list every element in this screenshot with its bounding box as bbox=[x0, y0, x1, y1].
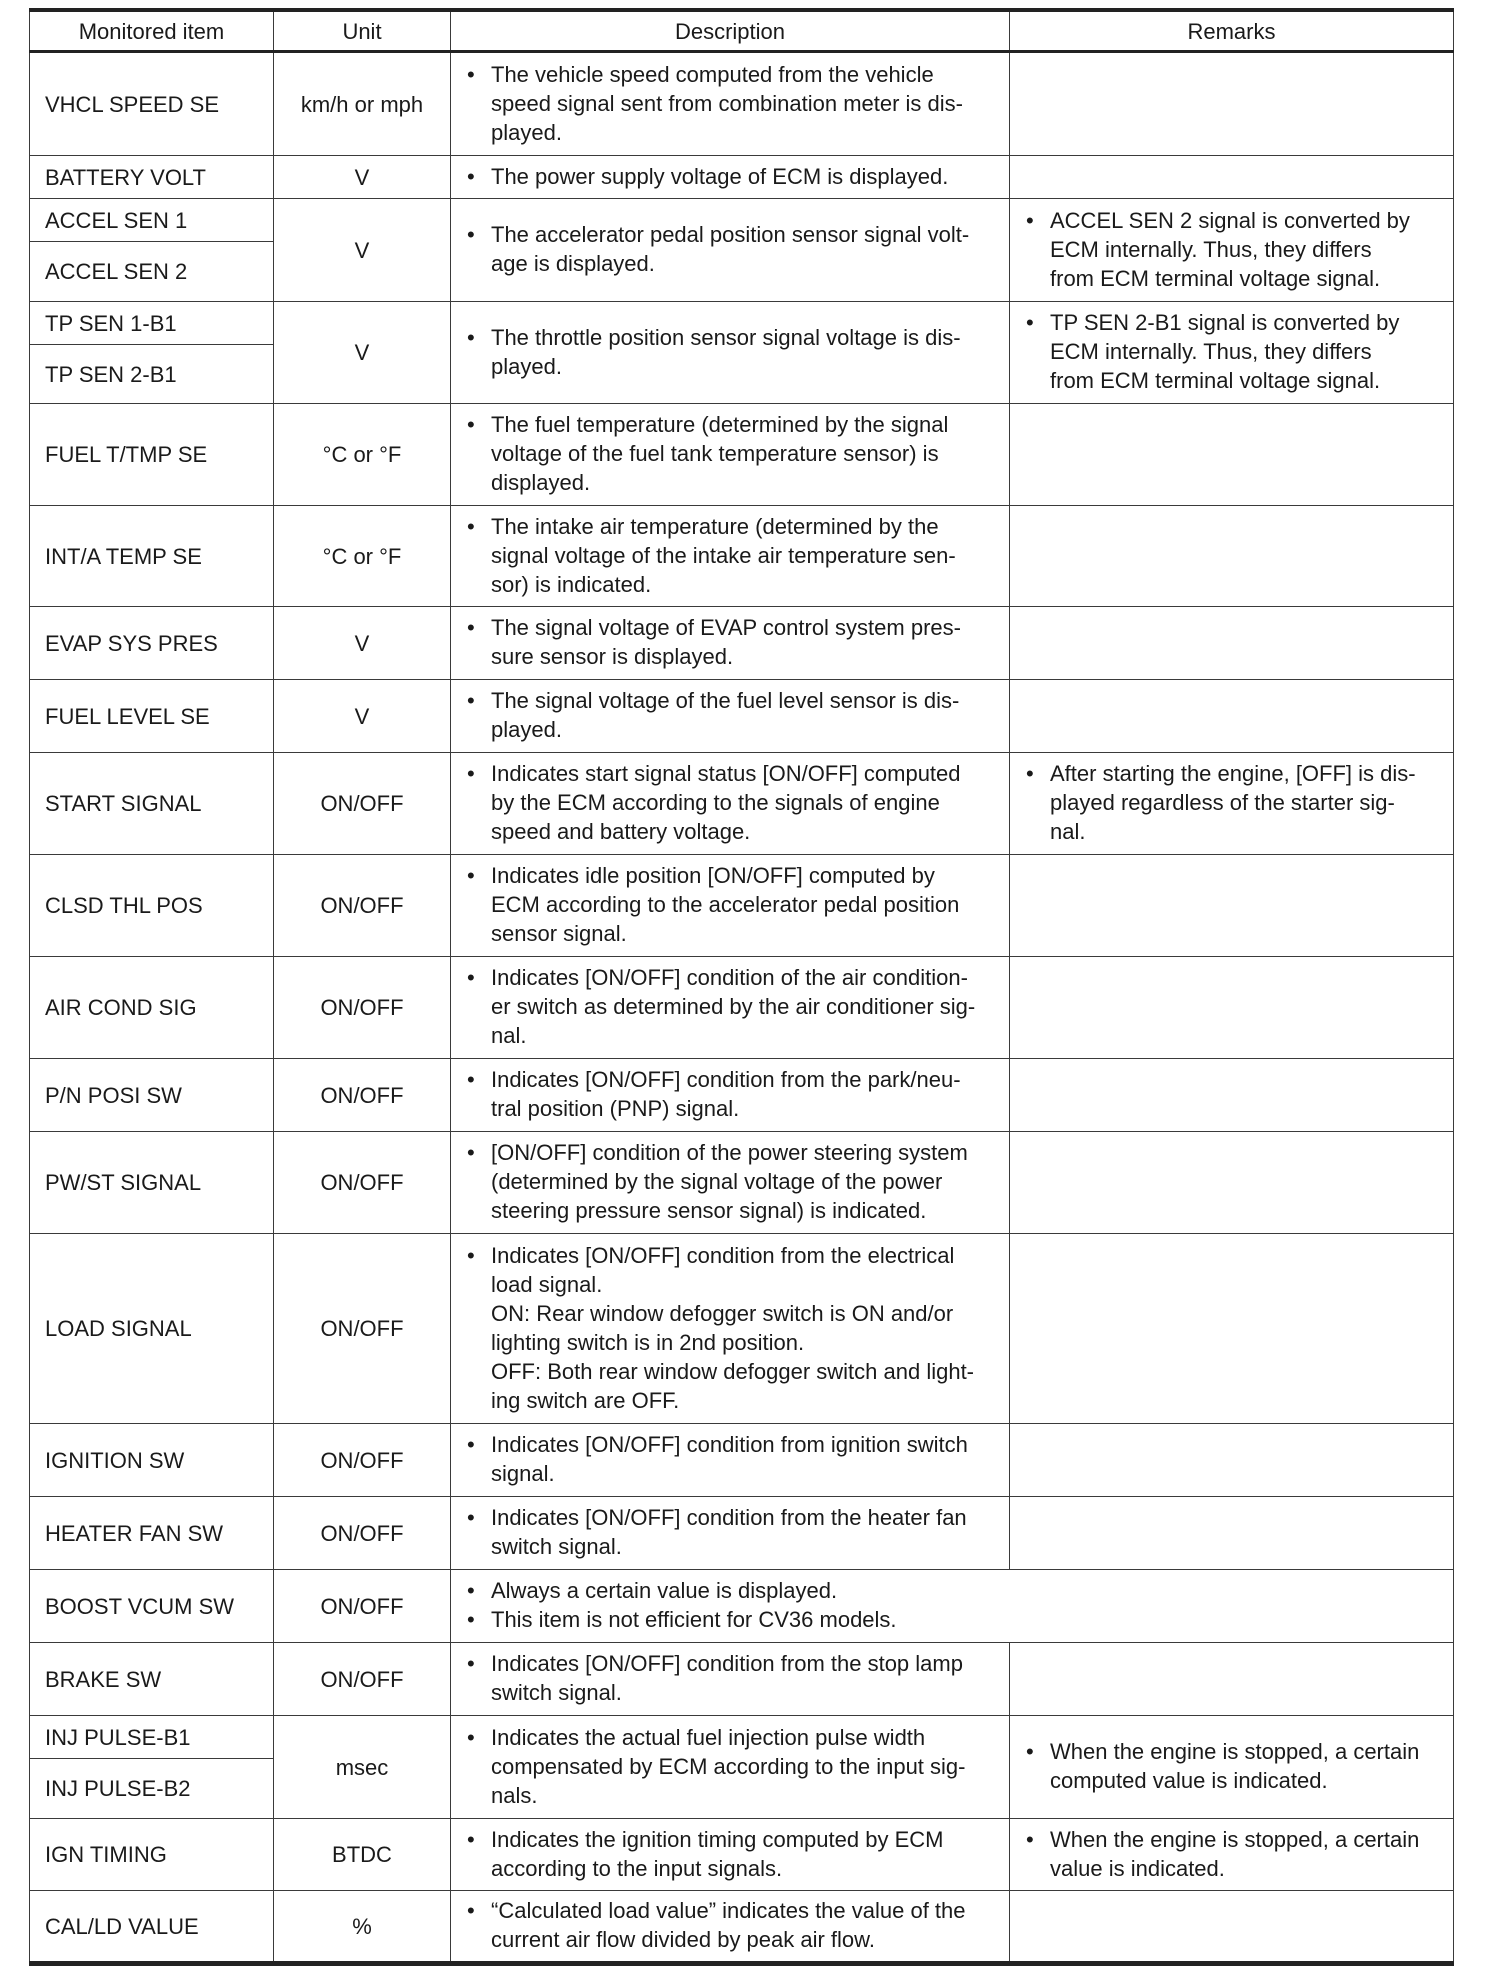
monitored-item-cell: EVAP SYS PRES bbox=[30, 607, 274, 680]
description-list bbox=[461, 410, 999, 497]
description-list bbox=[461, 963, 999, 1050]
description-bullet: • Indicates [ON/OFF] condition from the park/neu- tral position (PNP) signal. bbox=[461, 1065, 999, 1123]
description-list bbox=[461, 1065, 999, 1123]
table-row bbox=[30, 957, 1454, 1059]
remarks-cell bbox=[1010, 1716, 1454, 1819]
table-row bbox=[30, 1234, 1454, 1424]
unit-cell: V bbox=[274, 156, 451, 199]
table-row bbox=[30, 1570, 1454, 1643]
table-row bbox=[30, 753, 1454, 855]
description-cell bbox=[451, 855, 1010, 957]
table-row bbox=[30, 199, 1454, 242]
table-body bbox=[30, 52, 1454, 1964]
description-bullet: • “Calculated load value” indicates the value of the current air flow divided by peak air flow. bbox=[461, 1896, 999, 1954]
unit-cell: °C or °F bbox=[274, 506, 451, 607]
header-row bbox=[30, 10, 1454, 52]
description-bullet: • Indicates the actual fuel injection pulse width compensated by ECM according to the input sig- nals. bbox=[461, 1723, 999, 1810]
table-row bbox=[30, 855, 1454, 957]
description-list bbox=[461, 861, 999, 948]
monitored-item-cell: AIR COND SIG bbox=[30, 957, 274, 1059]
description-cell bbox=[451, 680, 1010, 753]
monitor-item-table bbox=[29, 8, 1454, 1966]
description-cell bbox=[451, 1059, 1010, 1132]
unit-cell: ON/OFF bbox=[274, 1132, 451, 1234]
description-bullet: • Indicates [ON/OFF] condition from the heater fan switch signal. bbox=[461, 1503, 999, 1561]
remarks-list bbox=[1020, 308, 1443, 395]
description-bullet: • The fuel temperature (determined by the signal voltage of the fuel tank temperature sensor) is displayed. bbox=[461, 410, 999, 497]
remarks-cell bbox=[1010, 957, 1454, 1059]
description-detail: ON: Rear window defogger switch is ON and/or lighting switch is in 2nd position. OFF: Both rear window defogger switch and light- ing switch are OFF. bbox=[491, 1300, 975, 1413]
remarks-cell bbox=[1010, 52, 1454, 156]
description-bullet: • Indicates [ON/OFF] condition from the electrical load signal. bbox=[461, 1241, 999, 1299]
remarks-cell bbox=[1010, 680, 1454, 753]
description-bullet: • Indicates start signal status [ON/OFF] computed by the ECM according to the signals of engine speed and battery voltage. bbox=[461, 759, 999, 846]
description-list bbox=[461, 60, 999, 147]
description-bullet: • [ON/OFF] condition of the power steering system (determined by the signal voltage of the power steering pressure sensor signal) is indicated. bbox=[461, 1138, 999, 1225]
description-bullet: • The intake air temperature (determined by the signal voltage of the intake air temperature sen- sor) is indicated. bbox=[461, 512, 999, 599]
monitored-item-cell: CAL/LD VALUE bbox=[30, 1891, 274, 1964]
description-cell bbox=[451, 52, 1010, 156]
remarks-cell bbox=[1010, 404, 1454, 506]
monitored-item-cell: BATTERY VOLT bbox=[30, 156, 274, 199]
description-cell bbox=[451, 1819, 1010, 1891]
description-cell bbox=[451, 753, 1010, 855]
description-cell bbox=[451, 1234, 1010, 1424]
monitored-item-cell: P/N POSI SW bbox=[30, 1059, 274, 1132]
remarks-cell bbox=[1010, 156, 1454, 199]
monitored-item-cell: FUEL LEVEL SE bbox=[30, 680, 274, 753]
remarks-list bbox=[1020, 759, 1443, 846]
description-cell bbox=[451, 302, 1010, 404]
description-cell bbox=[451, 1643, 1010, 1716]
remarks-cell bbox=[1010, 1497, 1454, 1570]
description-list bbox=[461, 323, 999, 381]
unit-cell: ON/OFF bbox=[274, 1570, 451, 1643]
unit-cell: BTDC bbox=[274, 1819, 451, 1891]
description-bullet: • Indicates idle position [ON/OFF] computed by ECM according to the accelerator pedal position sensor signal. bbox=[461, 861, 999, 948]
description-bullet: • The signal voltage of EVAP control system pres- sure sensor is displayed. bbox=[461, 613, 999, 671]
description-list bbox=[461, 1503, 999, 1561]
table-row bbox=[30, 680, 1454, 753]
remarks-cell bbox=[1010, 753, 1454, 855]
description-list bbox=[461, 220, 999, 278]
remarks-cell bbox=[1010, 1059, 1454, 1132]
description-list bbox=[461, 1576, 1443, 1634]
table-row bbox=[30, 1424, 1454, 1497]
remarks-cell bbox=[1010, 199, 1454, 302]
table-row bbox=[30, 1643, 1454, 1716]
description-cell bbox=[451, 1891, 1010, 1964]
description-list bbox=[461, 1430, 999, 1488]
table-row bbox=[30, 607, 1454, 680]
unit-cell: ON/OFF bbox=[274, 1424, 451, 1497]
monitored-item-cell: HEATER FAN SW bbox=[30, 1497, 274, 1570]
header-remarks: Remarks bbox=[1010, 10, 1454, 52]
unit-cell: ON/OFF bbox=[274, 753, 451, 855]
unit-cell: ON/OFF bbox=[274, 1497, 451, 1570]
monitored-item-cell: ACCEL SEN 2 bbox=[30, 242, 274, 302]
description-list bbox=[461, 1138, 999, 1225]
remarks-cell bbox=[1010, 302, 1454, 404]
monitored-item-cell: BOOST VCUM SW bbox=[30, 1570, 274, 1643]
description-cell bbox=[451, 957, 1010, 1059]
unit-cell: % bbox=[274, 1891, 451, 1964]
unit-cell: V bbox=[274, 680, 451, 753]
remarks-cell bbox=[1010, 506, 1454, 607]
table-row bbox=[30, 52, 1454, 156]
remarks-cell bbox=[1010, 607, 1454, 680]
unit-cell: V bbox=[274, 199, 451, 302]
remarks-cell bbox=[1010, 1132, 1454, 1234]
table-row bbox=[30, 1497, 1454, 1570]
unit-cell: ON/OFF bbox=[274, 957, 451, 1059]
monitored-item-cell: IGNITION SW bbox=[30, 1424, 274, 1497]
monitored-item-cell: TP SEN 1-B1 bbox=[30, 302, 274, 345]
description-cell bbox=[451, 607, 1010, 680]
description-list bbox=[461, 512, 999, 599]
monitored-item-cell: INJ PULSE-B2 bbox=[30, 1759, 274, 1819]
description-cell bbox=[451, 1716, 1010, 1819]
remarks-bullet: • When the engine is stopped, a certain computed value is indicated. bbox=[1020, 1737, 1443, 1795]
monitored-item-cell: START SIGNAL bbox=[30, 753, 274, 855]
remarks-bullet: • After starting the engine, [OFF] is dis- played regardless of the starter sig- nal. bbox=[1020, 759, 1443, 846]
remarks-bullet: • ACCEL SEN 2 signal is converted by ECM internally. Thus, they differs from ECM terminal voltage signal. bbox=[1020, 206, 1443, 293]
description-bullet: • Indicates [ON/OFF] condition from the stop lamp switch signal. bbox=[461, 1649, 999, 1707]
table-row bbox=[30, 1059, 1454, 1132]
header-monitored-item: Monitored item bbox=[30, 10, 274, 52]
description-cell bbox=[451, 404, 1010, 506]
description-cell bbox=[451, 1570, 1454, 1643]
table-row bbox=[30, 1132, 1454, 1234]
table-row bbox=[30, 156, 1454, 199]
unit-cell: ON/OFF bbox=[274, 1643, 451, 1716]
unit-cell: °C or °F bbox=[274, 404, 451, 506]
description-bullet: • The signal voltage of the fuel level sensor is dis- played. bbox=[461, 686, 999, 744]
remarks-bullet: • TP SEN 2-B1 signal is converted by ECM internally. Thus, they differs from ECM terminal voltage signal. bbox=[1020, 308, 1443, 395]
description-list bbox=[461, 162, 999, 191]
remarks-cell bbox=[1010, 1643, 1454, 1716]
monitored-item-cell: FUEL T/TMP SE bbox=[30, 404, 274, 506]
description-list bbox=[461, 1825, 999, 1883]
description-cell bbox=[451, 506, 1010, 607]
header-description: Description bbox=[451, 10, 1010, 52]
remarks-cell bbox=[1010, 1891, 1454, 1964]
unit-cell: msec bbox=[274, 1716, 451, 1819]
unit-cell: ON/OFF bbox=[274, 1234, 451, 1424]
description-bullet: • Indicates [ON/OFF] condition from ignition switch signal. bbox=[461, 1430, 999, 1488]
table-row bbox=[30, 1716, 1454, 1759]
description-bullet: • Indicates [ON/OFF] condition of the air condition- er switch as determined by the air conditioner sig- nal. bbox=[461, 963, 999, 1050]
remarks-cell bbox=[1010, 855, 1454, 957]
header-unit: Unit bbox=[274, 10, 451, 52]
description-bullet: • The power supply voltage of ECM is displayed. bbox=[461, 162, 999, 191]
description-cell bbox=[451, 1497, 1010, 1570]
description-bullet: • The vehicle speed computed from the vehicle speed signal sent from combination meter is dis- played. bbox=[461, 60, 999, 147]
description-list bbox=[461, 1241, 999, 1299]
description-cell bbox=[451, 1132, 1010, 1234]
description-bullet: • This item is not efficient for CV36 models. bbox=[461, 1605, 1443, 1634]
unit-cell: ON/OFF bbox=[274, 855, 451, 957]
monitored-item-cell: IGN TIMING bbox=[30, 1819, 274, 1891]
monitored-item-cell: INJ PULSE-B1 bbox=[30, 1716, 274, 1759]
description-bullet: • The accelerator pedal position sensor signal volt- age is displayed. bbox=[461, 220, 999, 278]
table-row bbox=[30, 404, 1454, 506]
description-list bbox=[461, 686, 999, 744]
description-list bbox=[461, 759, 999, 846]
remarks-cell bbox=[1010, 1424, 1454, 1497]
description-list bbox=[461, 1649, 999, 1707]
monitored-item-cell: INT/A TEMP SE bbox=[30, 506, 274, 607]
remarks-cell bbox=[1010, 1819, 1454, 1891]
monitored-item-cell: CLSD THL POS bbox=[30, 855, 274, 957]
table-row bbox=[30, 302, 1454, 345]
unit-cell: km/h or mph bbox=[274, 52, 451, 156]
description-list bbox=[461, 1896, 999, 1954]
description-bullet: • The throttle position sensor signal voltage is dis- played. bbox=[461, 323, 999, 381]
description-list bbox=[461, 1723, 999, 1810]
monitored-item-cell: PW/ST SIGNAL bbox=[30, 1132, 274, 1234]
monitored-item-cell: BRAKE SW bbox=[30, 1643, 274, 1716]
description-bullet: • Indicates the ignition timing computed by ECM according to the input signals. bbox=[461, 1825, 999, 1883]
monitor-item-sheet bbox=[29, 8, 1453, 1966]
monitored-item-cell: LOAD SIGNAL bbox=[30, 1234, 274, 1424]
remarks-bullet: • When the engine is stopped, a certain value is indicated. bbox=[1020, 1825, 1443, 1883]
description-cell bbox=[451, 1424, 1010, 1497]
unit-cell: ON/OFF bbox=[274, 1059, 451, 1132]
description-cell bbox=[451, 156, 1010, 199]
unit-cell: V bbox=[274, 302, 451, 404]
remarks-list bbox=[1020, 1737, 1443, 1795]
remarks-list bbox=[1020, 1825, 1443, 1883]
monitored-item-cell: TP SEN 2-B1 bbox=[30, 345, 274, 404]
unit-cell: V bbox=[274, 607, 451, 680]
table-row bbox=[30, 1891, 1454, 1964]
description-cell bbox=[451, 199, 1010, 302]
remarks-cell bbox=[1010, 1234, 1454, 1424]
description-list bbox=[461, 613, 999, 671]
monitored-item-cell: ACCEL SEN 1 bbox=[30, 199, 274, 242]
table-row bbox=[30, 1819, 1454, 1891]
description-bullet: • Always a certain value is displayed. bbox=[461, 1576, 1443, 1605]
remarks-list bbox=[1020, 206, 1443, 293]
table-row bbox=[30, 506, 1454, 607]
monitored-item-cell: VHCL SPEED SE bbox=[30, 52, 274, 156]
